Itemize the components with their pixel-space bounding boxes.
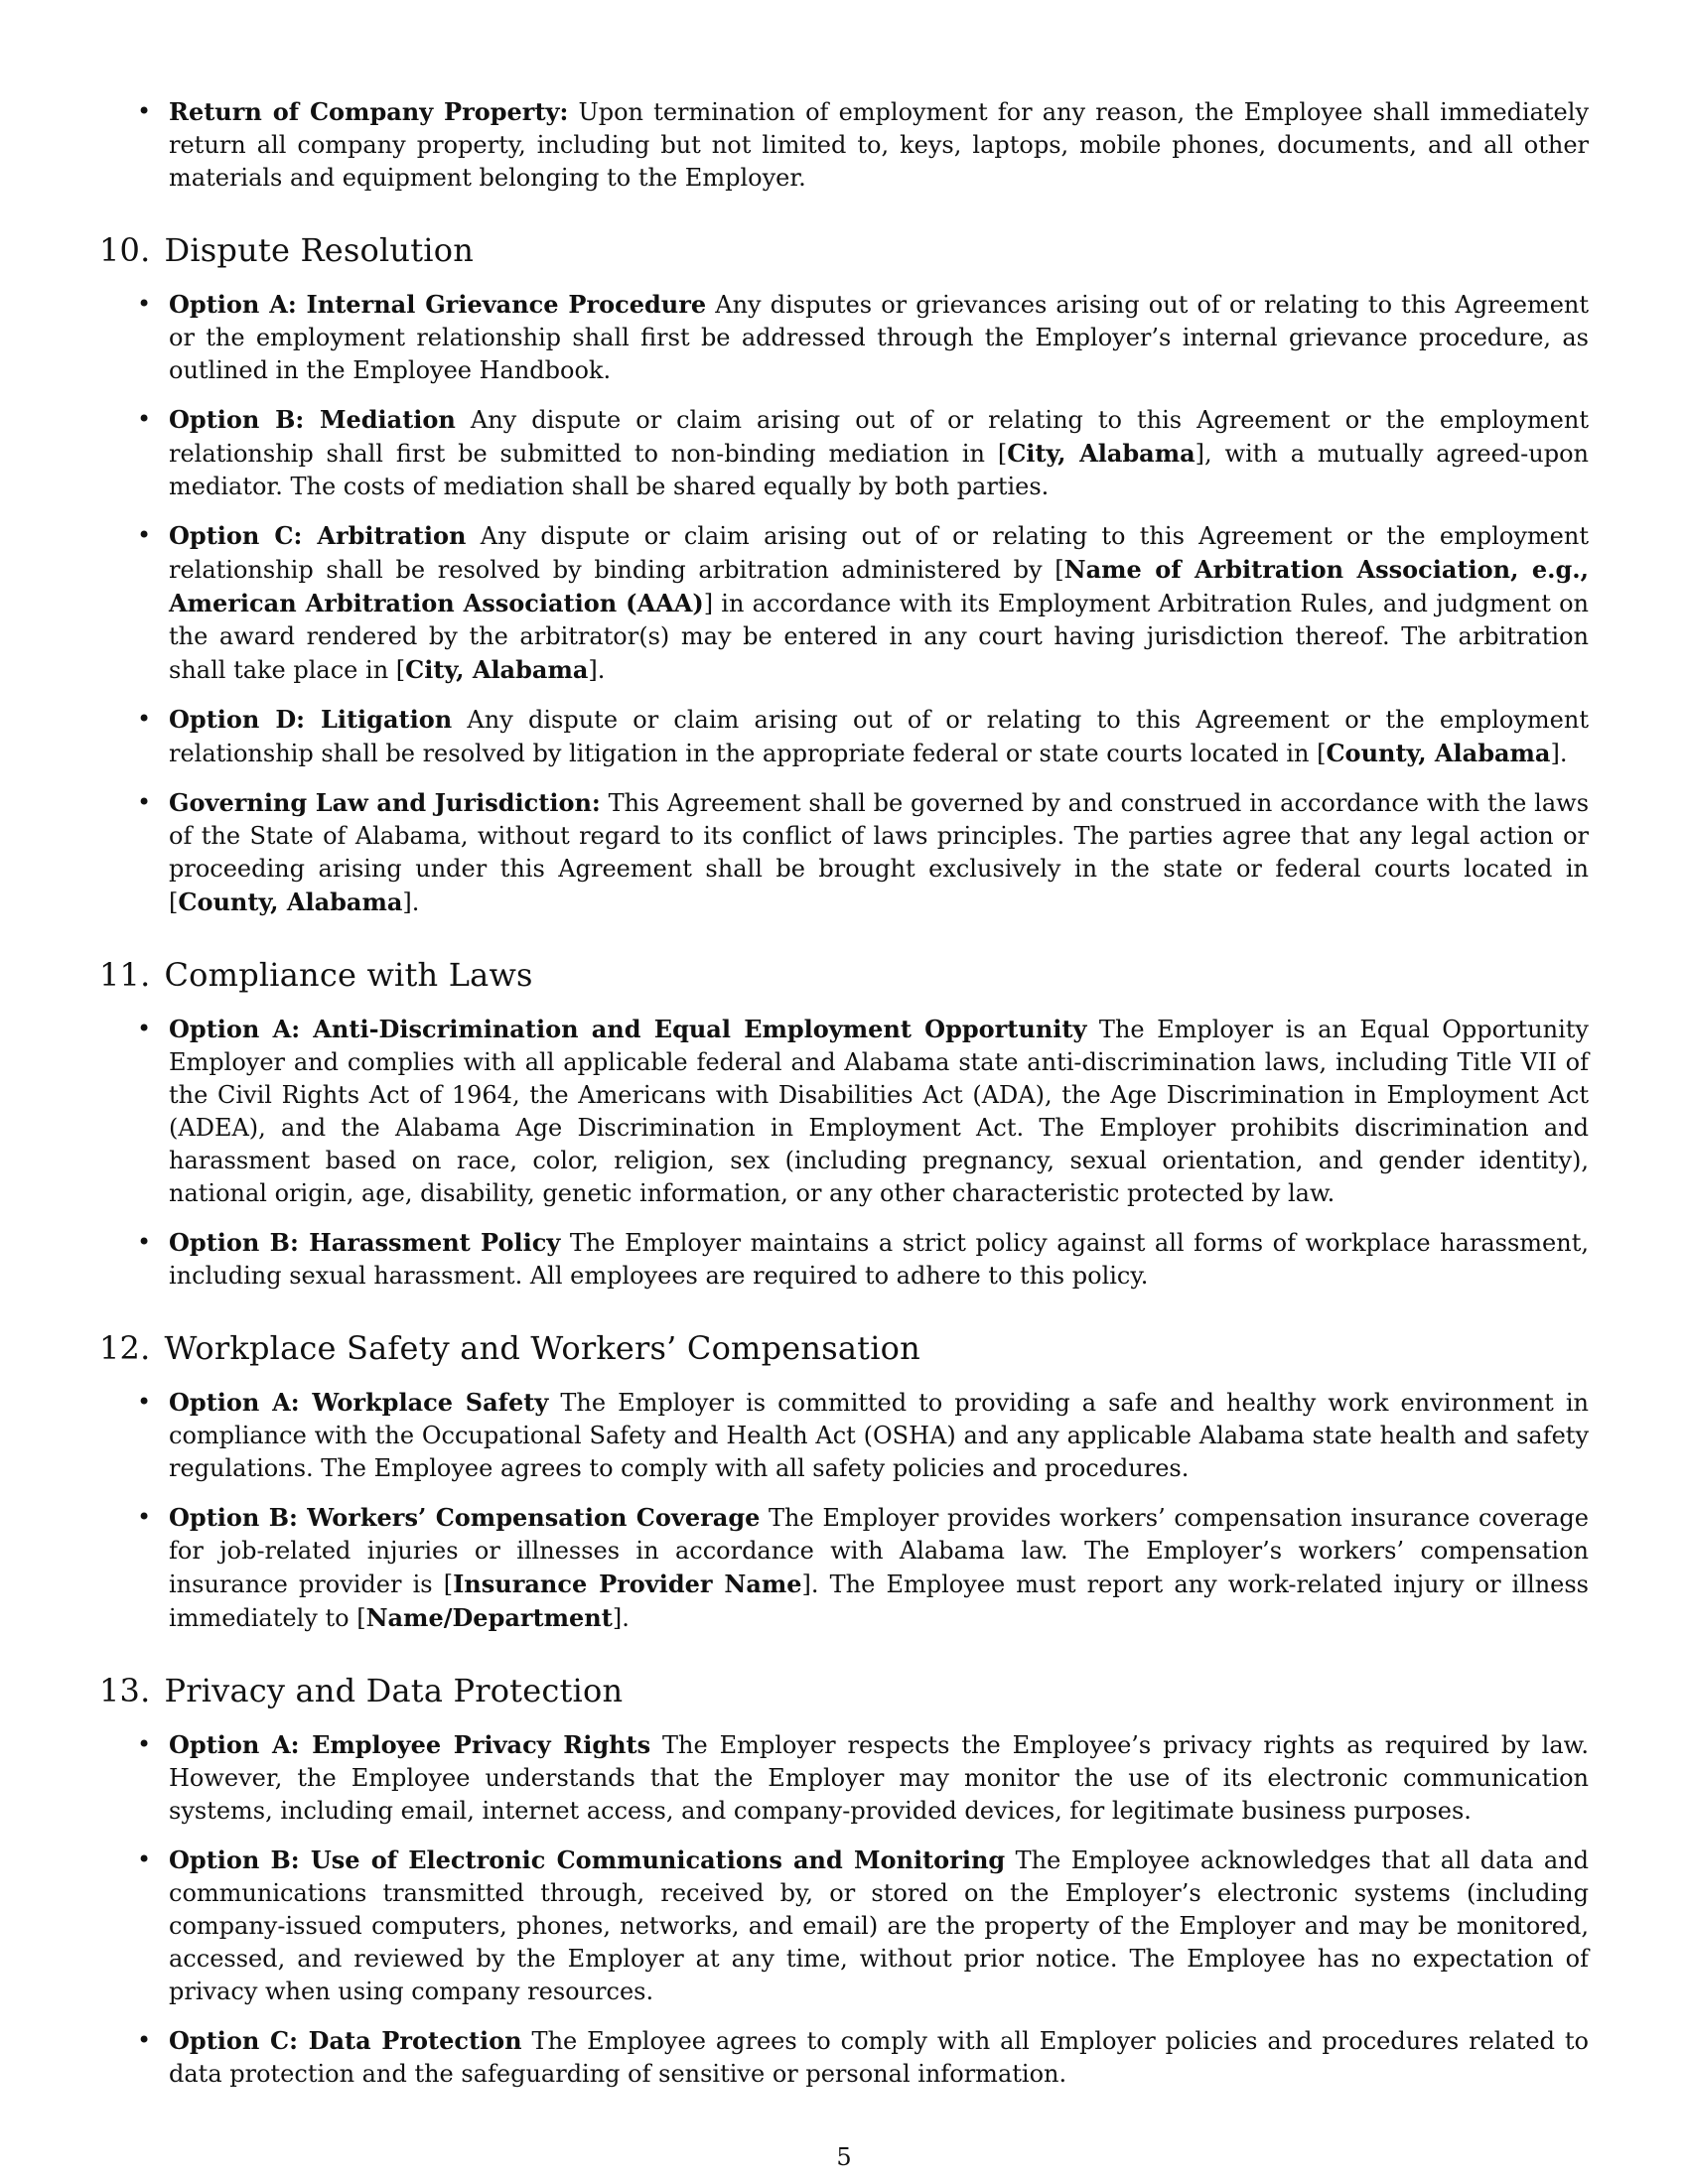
intro-list xyxy=(99,95,1589,195)
item-text: Any dispute or claim arising out of or relating to this Agreement or the employment relationship shall be resolved by binding arbitration administered by [Name of Arbitration Association, e.g., American Arbitration Association (AAA)] in accordance with its Employment Arbitration Rules, and judgment on the award rendered by the arbitrator(s) may be entered in any court having jurisdiction thereof. The arbitration shall take place in [City, Alabama]. xyxy=(169,522,1590,684)
list-item xyxy=(99,1013,1589,1210)
section-10-list xyxy=(99,288,1589,919)
item-text: The Employer is an Equal Opportunity Employer and complies with all applicable federal and Alabama state anti-discrimination laws, including Title VII of the Civil Rights Act of 1964, the Americans with Disabilities Act (ADA), the Age Discrimination in Employment Act (ADEA), and the Alabama Age Discrimination in Employment Act. The Employer prohibits discrimination and harassment based on race, color, religion, sex (including pregnancy, sexual orientation, and gender identity), national origin, age, disability, genetic information, or any other characteristic protected by law. xyxy=(169,1016,1589,1207)
item-text: The Employer respects the Employee’s privacy rights as required by law. However, the Employee understands that the Employer may monitor the use of its electronic communication systems, including email, internet access, and company-provided devices, for legitimate business purposes. xyxy=(169,1731,1589,1825)
item-text: The Employer maintains a strict policy against all forms of workplace harassment, including sexual harassment. All employees are required to adhere to this policy. xyxy=(169,1229,1589,1290)
section-number: 13. xyxy=(99,1672,151,1709)
section-heading-12 xyxy=(99,1328,1589,1368)
section-number: 12. xyxy=(99,1329,151,1367)
section-heading-10 xyxy=(99,230,1589,270)
item-text: The Employee agrees to comply with all Employer policies and procedures related to data protection and the safeguarding of sensitive or personal information. xyxy=(169,2027,1589,2088)
section-title: Compliance with Laws xyxy=(164,956,533,994)
placeholder-field: Name of Arbitration Association, e.g., American Arbitration Association (AAA) xyxy=(169,555,1590,617)
section-heading-11 xyxy=(99,955,1589,995)
item-title: Option A: Workplace Safety xyxy=(169,1388,549,1417)
list-item xyxy=(99,519,1589,687)
item-title: Option B: Mediation xyxy=(169,405,456,434)
section-12-list xyxy=(99,1386,1589,1635)
page-number: 5 xyxy=(836,2143,852,2171)
item-title: Return of Company Property: xyxy=(169,97,569,126)
placeholder-field: Name/Department xyxy=(365,1603,613,1632)
section-number: 10. xyxy=(99,231,151,269)
item-title: Option A: Anti-Discrimination and Equal Employment Opportunity xyxy=(169,1015,1087,1043)
list-item xyxy=(99,288,1589,387)
item-title: Option B: Use of Electronic Communications and Monitoring xyxy=(169,1845,1006,1874)
list-item xyxy=(99,1843,1589,2008)
item-text: Any dispute or claim arising out of or relating to this Agreement or the employment relationship shall first be submitted to non-binding mediation in [City, Alabama], with a mutually agreed-upon mediator. The costs of mediation shall be shared equally by both parties. xyxy=(169,406,1589,500)
list-item xyxy=(99,403,1589,503)
item-title: Option B: Workers’ Compensation Coverage xyxy=(169,1503,761,1532)
placeholder-field: County, Alabama xyxy=(1326,739,1551,767)
item-title: Governing Law and Jurisdiction: xyxy=(169,788,601,817)
placeholder-field: City, Alabama xyxy=(405,655,589,684)
list-item xyxy=(99,1501,1589,1635)
section-13-list xyxy=(99,1728,1589,2091)
section-heading-13 xyxy=(99,1671,1589,1710)
list-item xyxy=(99,786,1589,919)
list-item xyxy=(99,95,1589,195)
item-text: Upon termination of employment for any reason, the Employee shall immediately return all company property, including but not limited to, keys, laptops, mobile phones, documents, and all other materials and equipment belonging to the Employer. xyxy=(169,98,1589,192)
section-title: Workplace Safety and Workers’ Compensation xyxy=(164,1329,920,1367)
section-title: Dispute Resolution xyxy=(164,231,475,269)
section-title: Privacy and Data Protection xyxy=(164,1672,624,1709)
item-text: Any dispute or claim arising out of or relating to this Agreement or the employment relationship shall be resolved by litigation in the appropriate federal or state courts located in [County, Alabama]. xyxy=(169,706,1589,767)
item-title: Option D: Litigation xyxy=(169,705,453,734)
item-text: The Employee acknowledges that all data and communications transmitted through, received by, or stored on the Employer’s electronic systems (including company-issued computers, phones, networks, and email) are the property of the Employer and may be monitored, accessed, and reviewed by the Employer at any time, without prior notice. The Employee has no expectation of privacy when using company resources. xyxy=(169,1846,1589,2005)
section-number: 11. xyxy=(99,956,151,994)
list-item xyxy=(99,703,1589,770)
item-text: This Agreement shall be governed by and construed in accordance with the laws of the State of Alabama, without regard to its conflict of laws principles. The parties agree that any legal action or proceeding arising under this Agreement shall be brought exclusively in the state or federal courts located in [County, Alabama]. xyxy=(169,789,1590,916)
item-title: Option C: Data Protection xyxy=(169,2026,522,2055)
placeholder-field: Insurance Provider Name xyxy=(453,1570,802,1598)
list-item xyxy=(99,1728,1589,1828)
placeholder-field: County, Alabama xyxy=(178,887,403,916)
section-11-list xyxy=(99,1013,1589,1293)
item-title: Option A: Employee Privacy Rights xyxy=(169,1730,651,1759)
item-text: The Employer provides workers’ compensation insurance coverage for job-related injuries or illnesses in accordance with Alabama law. The Employer’s workers’ compensation insurance provider is [Insurance Provider Name]. The Employee must report any work-related injury or illness immediately to [Name/Department]. xyxy=(169,1504,1589,1632)
item-title: Option A: Internal Grievance Procedure xyxy=(169,290,707,319)
list-item xyxy=(99,1226,1589,1293)
list-item xyxy=(99,2024,1589,2091)
item-text: The Employer is committed to providing a safe and healthy work environment in compliance with the Occupational Safety and Health Act (OSHA) and any applicable Alabama state health and safety regulations. The Employee agrees to comply with all safety policies and procedures. xyxy=(169,1389,1589,1482)
item-text: Any disputes or grievances arising out of or relating to this Agreement or the employment relationship shall first be addressed through the Employer’s internal grievance procedure, as outlined in the Employee Handbook. xyxy=(169,291,1590,384)
placeholder-field: City, Alabama xyxy=(1007,439,1196,468)
list-item xyxy=(99,1386,1589,1485)
item-title: Option B: Harassment Policy xyxy=(169,1228,561,1257)
item-title: Option C: Arbitration xyxy=(169,521,467,550)
page-content xyxy=(99,95,1589,2107)
